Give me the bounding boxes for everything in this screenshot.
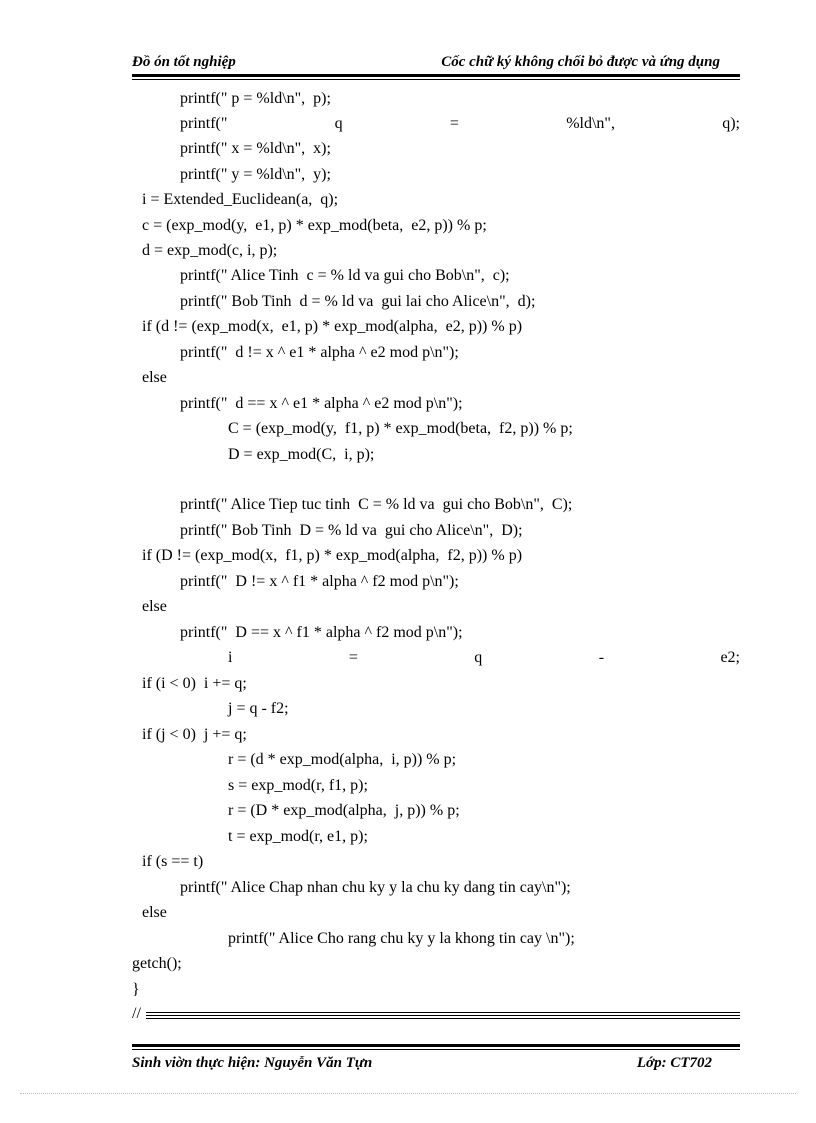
page-bottom-dotted-line — [20, 1093, 796, 1094]
code-line: s = exp_mod(r, f1, p); — [228, 777, 368, 794]
code-token: - — [598, 649, 605, 666]
code-token: printf(" — [180, 115, 228, 132]
code-line: C = (exp_mod(y, f1, p) * exp_mod(beta, f2, p)) % p; — [228, 420, 573, 437]
code-line: printf(" d == x ^ e1 * alpha ^ e2 mod p\n"); — [180, 395, 463, 412]
code-line: printf(" Bob Tinh d = % ld va gui lai cho Alice\n", d); — [180, 293, 536, 310]
code-line: D = exp_mod(C, i, p); — [228, 446, 375, 463]
code-line: printf(" Alice Chap nhan chu ky y la chu ky dang tin cay\n"); — [180, 879, 571, 896]
code-line: else — [142, 598, 167, 615]
code-token: %ld\n", — [566, 115, 615, 132]
header-rule-thin — [132, 79, 740, 80]
code-line: r = (D * exp_mod(alpha, j, p)) % p; — [228, 802, 460, 819]
comment-divider-lines — [146, 1012, 740, 1021]
code-token: e2; — [720, 649, 740, 666]
footer-rule-thin — [132, 1049, 740, 1050]
code-line: getch(); — [132, 955, 182, 972]
code-line: printf(" p = %ld\n", p); — [180, 90, 331, 107]
code-line: i = Extended_Euclidean(a, q); — [142, 191, 339, 208]
footer-rule-thick — [132, 1044, 740, 1047]
code-line: c = (exp_mod(y, e1, p) * exp_mod(beta, e2, p)) % p; — [142, 217, 487, 234]
header-rule-thick — [132, 74, 740, 77]
code-token: i — [228, 649, 233, 666]
code-line: printf(" y = %ld\n", y); — [180, 166, 331, 183]
code-line: if (i < 0) i += q; — [142, 675, 247, 692]
code-line: } — [132, 981, 140, 998]
code-line: printf(" Bob Tinh D = % ld va gui cho Alice\n", D); — [180, 522, 523, 539]
code-line: j = q - f2; — [228, 700, 289, 717]
code-line: if (s == t) — [142, 853, 204, 870]
code-line: if (d != (exp_mod(x, e1, p) * exp_mod(alpha, e2, p)) % p) — [142, 318, 523, 335]
code-line — [228, 648, 740, 668]
code-token: q); — [722, 115, 740, 132]
code-line: d = exp_mod(c, i, p); — [142, 242, 278, 259]
code-line: printf(" d != x ^ e1 * alpha ^ e2 mod p\n"); — [180, 344, 459, 361]
header-left-title: Đồ ón tốt nghiệp — [132, 54, 236, 70]
code-line: t = exp_mod(r, e1, p); — [228, 828, 368, 845]
code-line: if (D != (exp_mod(x, f1, p) * exp_mod(alpha, f2, p)) % p) — [142, 547, 523, 564]
page-header — [132, 52, 740, 74]
code-line: printf(" D != x ^ f1 * alpha ^ f2 mod p\n"); — [180, 573, 459, 590]
code-line — [180, 114, 740, 134]
footer-class: Lớp: CT702 — [636, 1055, 712, 1071]
code-line: r = (d * exp_mod(alpha, i, p)) % p; — [228, 751, 457, 768]
code-token: q — [474, 649, 483, 666]
header-right-title: Cốc chữ ký không chối bỏ được và ứng dụng — [441, 54, 720, 70]
code-line: if (j < 0) j += q; — [142, 726, 247, 743]
comment-divider-slashes: // — [132, 1005, 141, 1022]
code-line: printf(" D == x ^ f1 * alpha ^ f2 mod p\n"); — [180, 624, 463, 641]
code-line: printf(" Alice Tiep tuc tinh C = % ld va gui cho Bob\n", C); — [180, 496, 573, 513]
code-line: printf(" Alice Cho rang chu ky y la khong tin cay \n"); — [228, 930, 575, 947]
footer-author: Sinh viờn thực hiện: Nguyễn Văn Tựn — [132, 1055, 373, 1071]
code-line: printf(" x = %ld\n", x); — [180, 140, 331, 157]
code-token: q — [334, 115, 343, 132]
code-line: printf(" Alice Tinh c = % ld va gui cho Bob\n", c); — [180, 267, 510, 284]
code-line: else — [142, 369, 167, 386]
code-line: else — [142, 904, 167, 921]
code-token: = — [449, 115, 459, 132]
code-token: = — [348, 649, 358, 666]
